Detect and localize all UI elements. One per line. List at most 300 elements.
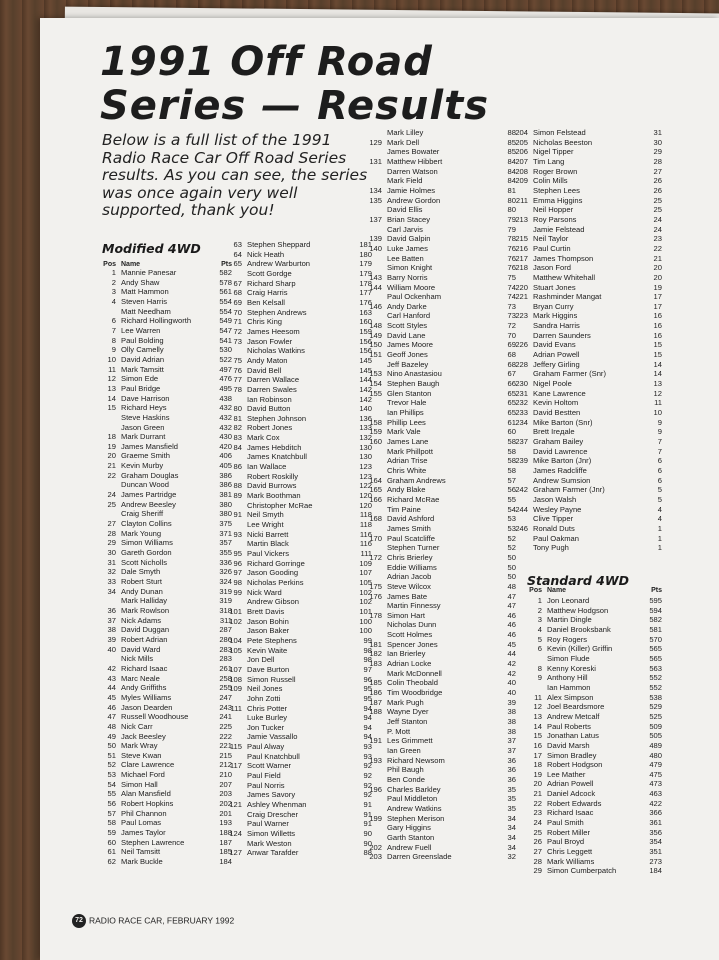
result-points: 34	[507, 813, 516, 823]
result-name: Graham Andrews	[387, 475, 446, 485]
result-row	[226, 617, 372, 627]
result-position: 8	[537, 663, 542, 673]
result-name: Darren Saunders	[533, 330, 591, 340]
result-row	[512, 485, 662, 495]
result-row	[100, 451, 232, 461]
result-row	[366, 852, 516, 862]
result-name: Robert Miller	[547, 827, 591, 837]
result-name: Jason Fowler	[247, 336, 293, 346]
result-name: Tim Woodbridge	[387, 688, 443, 698]
result-row	[226, 819, 372, 829]
result-points: 91	[363, 809, 372, 819]
result-position: 228	[515, 359, 528, 369]
result-position: 2	[537, 605, 542, 615]
result-position: 18	[107, 432, 116, 442]
result-points: 93	[363, 751, 372, 761]
result-row	[512, 311, 662, 321]
result-name: David Duggan	[121, 625, 170, 635]
result-row	[366, 398, 516, 408]
result-position: 1	[537, 596, 542, 605]
result-row	[226, 771, 372, 781]
result-name: Jeff Stanton	[387, 717, 428, 727]
result-name: Simon Flude	[547, 653, 590, 663]
result-points: 565	[649, 644, 662, 654]
result-name: Andrew Sumsion	[533, 475, 591, 485]
result-row	[526, 847, 662, 857]
result-points: 14	[653, 359, 662, 369]
result-name: Nick Adams	[121, 615, 162, 625]
result-position: 57	[107, 808, 116, 818]
result-name: Dave Harrison	[121, 393, 170, 403]
result-name: Nick Carr	[121, 721, 153, 731]
result-points: 20	[653, 272, 662, 282]
result-row	[526, 606, 662, 616]
result-name: Jon Tucker	[247, 722, 285, 732]
result-points: 123	[359, 462, 372, 472]
result-row	[226, 810, 372, 820]
result-row	[226, 346, 372, 356]
result-points: 25	[653, 195, 662, 205]
result-points: 42	[507, 659, 516, 669]
result-row	[512, 389, 662, 399]
result-points: 489	[649, 740, 662, 750]
result-position: 86	[233, 462, 242, 472]
result-name: Jason Dearden	[121, 702, 173, 712]
result-name: Mark Boothman	[247, 491, 301, 501]
result-row	[526, 683, 662, 693]
result-row	[366, 176, 516, 186]
result-points: 375	[219, 519, 232, 529]
result-points: 144	[359, 375, 372, 385]
result-row	[100, 799, 232, 809]
result-row	[100, 365, 232, 375]
result-points: 38	[507, 726, 516, 736]
result-row	[100, 461, 232, 471]
result-position: 80	[233, 404, 242, 414]
result-points: 76	[507, 263, 516, 273]
result-points: 116	[359, 529, 372, 539]
result-name: Tony Pugh	[533, 543, 569, 553]
result-row	[226, 829, 372, 839]
result-position: 164	[369, 475, 382, 485]
result-name: Richard Isaac	[121, 663, 168, 673]
result-position: 55	[107, 789, 116, 799]
result-name: Paul Ockenham	[387, 292, 442, 302]
result-name: Neil Taylor	[533, 234, 569, 244]
result-points: 72	[507, 321, 516, 331]
result-row	[226, 366, 372, 376]
result-position: 135	[369, 195, 382, 205]
result-position: 27	[107, 519, 116, 529]
result-points: 24	[653, 224, 662, 234]
result-points: 15	[653, 340, 662, 350]
result-row	[100, 287, 232, 297]
result-position: 71	[233, 317, 242, 327]
result-row	[366, 234, 516, 244]
result-row	[226, 839, 372, 849]
result-points: 1	[657, 523, 662, 533]
result-row	[366, 321, 516, 331]
result-name: Geoff Jones	[387, 350, 428, 360]
result-points: 552	[649, 682, 662, 692]
result-name: Barry Norris	[387, 272, 428, 282]
result-row	[226, 713, 372, 723]
result-row	[366, 785, 516, 795]
result-name: Graham Farmer (Snr)	[533, 369, 606, 379]
result-position: 183	[369, 659, 382, 669]
result-row	[512, 147, 662, 157]
result-points: 107	[359, 568, 372, 578]
result-position: 61	[107, 847, 116, 857]
result-name: Paul Vickers	[247, 549, 290, 558]
result-row	[100, 703, 232, 713]
result-position: 109	[229, 684, 242, 694]
result-row	[512, 418, 662, 428]
result-position: 6	[111, 316, 116, 326]
result-row	[526, 866, 662, 876]
result-points: 80	[507, 205, 516, 215]
result-name: Nicholas Beeston	[533, 137, 593, 147]
result-name: Alan Mansfield	[121, 789, 171, 799]
result-points: 67	[507, 369, 516, 379]
result-position: 67	[233, 278, 242, 288]
result-points: 210	[219, 770, 232, 780]
result-points: 92	[363, 790, 372, 800]
result-position: 22	[533, 798, 542, 808]
result-row	[366, 495, 516, 505]
result-name: James Moore	[387, 340, 434, 350]
result-points: 23	[653, 234, 662, 244]
result-points: 50	[507, 562, 516, 572]
result-row	[226, 375, 372, 385]
result-row	[226, 356, 372, 366]
result-points: 525	[649, 711, 662, 721]
result-row	[226, 279, 372, 289]
result-position: 233	[515, 408, 528, 418]
result-name: Ronald Duts	[533, 523, 575, 533]
result-position: 84	[233, 442, 242, 452]
result-points: 355	[219, 548, 232, 558]
result-name: David Button	[247, 404, 291, 414]
result-position: 36	[107, 605, 116, 615]
result-position: 19	[107, 441, 116, 451]
result-points: 44	[507, 649, 516, 659]
result-name: Stephen Andrews	[247, 307, 307, 317]
result-position: 88	[233, 481, 242, 491]
result-name: David Evans	[533, 340, 576, 350]
result-name: Joel Beardsmore	[547, 702, 605, 712]
result-row	[366, 350, 516, 360]
result-name: Anwar Tarafder	[247, 848, 299, 858]
result-row	[366, 379, 516, 389]
result-points: 116	[359, 539, 372, 549]
result-name: Robert Hopkins	[121, 799, 174, 809]
result-position: 24	[533, 818, 542, 828]
result-points: 4	[657, 514, 662, 524]
col-pos-label: Pos	[529, 587, 542, 594]
result-position: 1	[111, 268, 116, 277]
result-position: 7	[111, 325, 116, 335]
result-name: Clive Tipper	[533, 514, 574, 524]
result-position: 218	[515, 263, 528, 273]
result-points: 12	[653, 388, 662, 398]
result-name: Steve Kwan	[121, 750, 162, 760]
result-row	[512, 292, 662, 302]
result-row	[366, 814, 516, 824]
result-name: Mark Rowlson	[121, 605, 170, 615]
result-row	[226, 259, 372, 269]
result-row	[226, 240, 372, 250]
result-name: Michael Ford	[121, 770, 165, 780]
result-points: 58	[507, 446, 516, 456]
result-name: Jamie Holmes	[387, 185, 436, 195]
result-points: 463	[649, 789, 662, 799]
result-points: 105	[359, 577, 372, 587]
result-points: 57	[507, 475, 516, 485]
result-points: 46	[507, 630, 516, 640]
result-row	[100, 838, 232, 848]
result-name: Nicholas Watkins	[247, 346, 305, 356]
result-name: Dave Burton	[247, 664, 290, 674]
result-name: Robert Hodgson	[547, 760, 603, 770]
result-name: Nick Ward	[247, 587, 282, 597]
result-points: 222	[219, 731, 232, 741]
result-position: 26	[533, 837, 542, 847]
result-points: 68	[507, 350, 516, 360]
result-points: 14	[653, 369, 662, 379]
result-name: Robert Sturt	[121, 577, 162, 586]
result-row	[100, 683, 232, 693]
result-row	[100, 374, 232, 384]
result-row	[366, 447, 516, 457]
result-name: Steve Wilcox	[387, 581, 431, 591]
result-row	[100, 471, 232, 481]
result-name: Craig Harris	[247, 288, 288, 298]
result-name: James Knatchbull	[247, 452, 307, 462]
result-row	[366, 582, 516, 592]
result-name: Simon Bradley	[547, 750, 597, 760]
result-points: 326	[219, 567, 232, 577]
result-row	[366, 765, 516, 775]
result-row	[226, 790, 372, 800]
result-row	[512, 254, 662, 264]
result-name: Adrian Trise	[387, 456, 428, 466]
page-footer	[72, 914, 234, 928]
result-row	[100, 809, 232, 819]
result-name: David Bestten	[533, 408, 581, 418]
result-row	[366, 360, 516, 370]
result-position: 232	[515, 398, 528, 408]
result-name: David Bell	[247, 365, 282, 375]
result-points: 432	[219, 422, 232, 432]
result-name: Adrian Powell	[533, 350, 580, 360]
result-name: Roger Brown	[533, 166, 578, 176]
result-position: 208	[515, 166, 528, 176]
result-position: 56	[107, 799, 116, 809]
result-points: 130	[359, 442, 372, 452]
result-row	[366, 534, 516, 544]
result-position: 58	[107, 818, 116, 828]
result-points: 95	[363, 693, 372, 703]
result-name: Paul Smith	[547, 818, 584, 828]
result-position: 37	[107, 615, 116, 625]
result-name: Ian Robinson	[247, 394, 292, 404]
footer-publication: RADIO RACE CAR, FEBRUARY 1992	[89, 915, 235, 926]
result-position: 9	[537, 673, 542, 683]
result-row	[366, 408, 516, 418]
result-points: 85	[507, 137, 516, 147]
result-points: 93	[363, 742, 372, 752]
result-name: Colin Mills	[533, 176, 568, 186]
result-points: 582	[219, 268, 232, 277]
result-position: 16	[533, 740, 542, 750]
standard-column-header	[526, 586, 662, 596]
result-points: 311	[219, 615, 232, 625]
result-points: 475	[649, 769, 662, 779]
result-name: Chris King	[247, 317, 283, 327]
result-position: 13	[107, 383, 116, 393]
result-row	[512, 225, 662, 235]
result-row	[100, 606, 232, 616]
result-points: 74	[507, 292, 516, 302]
result-name: Jamie Felstead	[533, 224, 585, 234]
result-name: Mark Vale	[387, 427, 421, 437]
result-row	[512, 369, 662, 379]
result-position: 115	[229, 742, 242, 752]
result-row	[100, 394, 232, 404]
result-position: 21	[533, 789, 542, 799]
result-row	[512, 321, 662, 331]
result-row	[100, 519, 232, 529]
result-position: 93	[233, 529, 242, 539]
result-row	[526, 693, 662, 703]
result-name: Christopher McRae	[247, 500, 313, 510]
result-position: 46	[107, 702, 116, 712]
result-points: 73	[507, 311, 516, 321]
result-row	[366, 756, 516, 766]
result-points: 522	[219, 354, 232, 364]
result-row	[526, 673, 662, 683]
result-row	[100, 423, 232, 433]
result-position: 29	[107, 538, 116, 548]
result-name: Ben Kelsall	[247, 297, 285, 307]
result-row	[366, 669, 516, 679]
result-name: Tim Lang	[533, 156, 565, 166]
result-name: Adrian Jacob	[387, 572, 432, 582]
result-row	[366, 244, 516, 254]
result-position: 199	[369, 813, 382, 823]
result-row	[366, 311, 516, 321]
result-points: 371	[219, 528, 232, 538]
result-points: 80	[507, 195, 516, 205]
result-row	[226, 385, 372, 395]
result-name: Nicholas Dunn	[387, 620, 437, 630]
result-points: 118	[359, 520, 372, 530]
result-points: 181	[359, 240, 372, 249]
result-name: Andrew Gordon	[387, 195, 441, 205]
result-row	[100, 500, 232, 510]
result-points: 101	[359, 606, 372, 616]
result-points: 111	[360, 549, 372, 558]
result-points: 9	[657, 417, 662, 427]
result-row	[366, 302, 516, 312]
result-name: Darren Watson	[387, 166, 438, 176]
result-name: Clayton Collins	[121, 519, 172, 529]
result-row	[226, 781, 372, 791]
result-points: 179	[359, 268, 372, 278]
result-points: 90	[363, 838, 372, 848]
result-points: 92	[363, 780, 372, 790]
result-points: 530	[219, 345, 232, 355]
result-name: David Ellis	[387, 205, 423, 215]
result-points: 432	[219, 403, 232, 413]
result-position: 211	[515, 195, 528, 205]
result-position: 43	[107, 673, 116, 683]
result-points: 549	[219, 316, 232, 326]
result-points: 541	[219, 335, 232, 345]
result-name: Neil Hopper	[533, 205, 574, 215]
result-name: Andrew Watkins	[387, 803, 442, 813]
result-row	[226, 520, 372, 530]
result-row	[226, 491, 372, 501]
result-name: Andy Darke	[387, 301, 427, 311]
result-row	[366, 794, 516, 804]
result-name: Nigel Poole	[533, 379, 572, 389]
result-points: 552	[649, 673, 662, 683]
result-row	[366, 688, 516, 698]
result-points: 479	[649, 760, 662, 770]
result-points: 505	[649, 731, 662, 741]
result-row	[366, 640, 516, 650]
result-row	[100, 403, 232, 413]
result-name: Steve Haskins	[121, 412, 170, 422]
result-points: 207	[219, 779, 232, 789]
result-row	[366, 369, 516, 379]
result-name: Olly Camelly	[121, 345, 164, 355]
result-points: 91	[363, 819, 372, 829]
result-points: 19	[653, 282, 662, 292]
result-name: Mark Buckle	[121, 857, 163, 867]
result-position: 196	[369, 784, 382, 794]
result-name: Mike Barton (Jnr)	[533, 456, 592, 466]
result-row	[226, 636, 372, 646]
modified-results-col-2	[226, 240, 372, 858]
result-name: Mark Field	[387, 176, 423, 186]
result-row	[526, 760, 662, 770]
result-position: 65	[233, 259, 242, 269]
result-name: James Thompson	[533, 253, 594, 263]
result-points: 142	[359, 384, 372, 394]
result-points: 52	[507, 543, 516, 553]
result-row	[366, 157, 516, 167]
result-position: 45	[107, 692, 116, 702]
result-name: Chris Potter	[247, 703, 288, 713]
result-row	[100, 345, 232, 355]
result-row	[526, 799, 662, 809]
result-row	[526, 857, 662, 867]
result-position: 63	[233, 240, 242, 249]
result-name: Simon Williams	[121, 538, 173, 548]
standard-results-col	[526, 596, 662, 876]
result-points: 538	[649, 692, 662, 702]
title-line-1: 1991 Off Road	[100, 39, 433, 85]
result-row	[366, 331, 516, 341]
result-points: 79	[507, 224, 516, 234]
result-points: 65	[507, 398, 516, 408]
result-row	[226, 588, 372, 598]
result-position: 185	[369, 678, 382, 688]
result-name: Lee Batten	[387, 253, 424, 263]
